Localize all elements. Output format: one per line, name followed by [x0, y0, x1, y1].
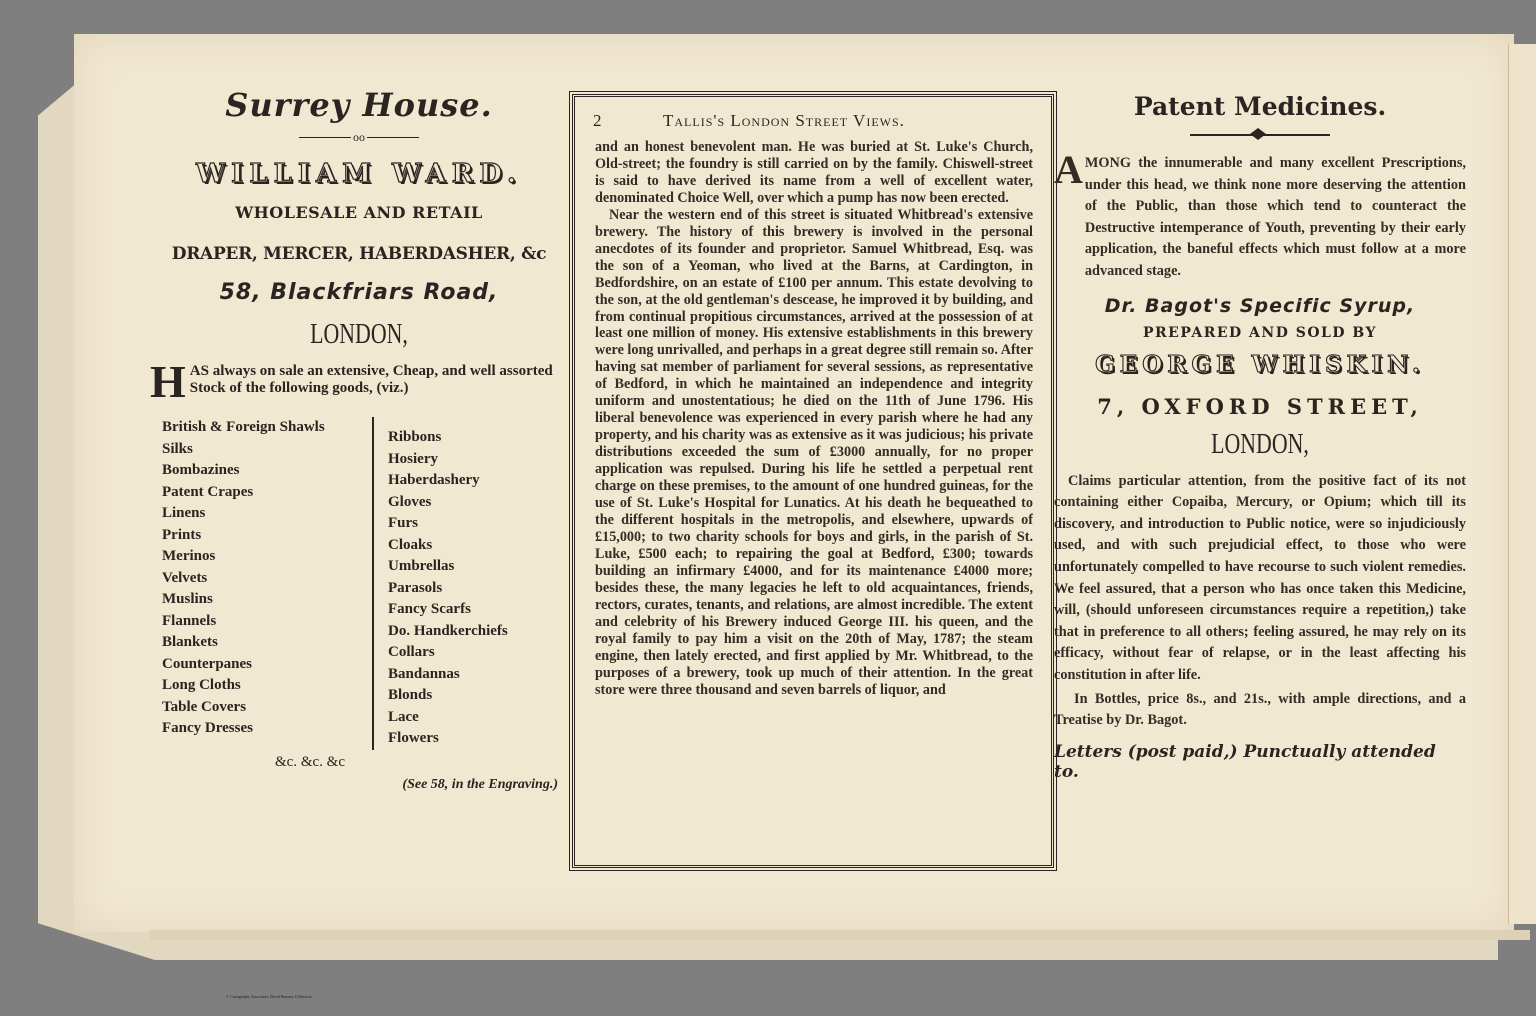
goods-item: Flowers: [388, 730, 439, 746]
etc-line: &c. &c. &c: [275, 753, 345, 770]
divider-ornament: oo: [353, 130, 365, 144]
goods-item: Hosiery: [388, 450, 438, 467]
city-name: LONDON,: [1211, 428, 1309, 460]
patent-medicines-advertisement: [1054, 92, 1466, 782]
pricing-paragraph: In Bottles, price 8s., and 21s., with ample directions, and a Treatise by Dr. Bagot.: [1054, 690, 1466, 729]
surrey-house-advertisement: [150, 86, 568, 793]
ad-intro: [1054, 147, 1466, 283]
letters-note: Letters (post paid,) Punctually attended to.: [1054, 741, 1436, 782]
page-number: 2: [593, 111, 603, 130]
goods-item: Bandannas: [388, 665, 460, 682]
adjacent-page-edge: [1508, 44, 1536, 924]
goods-item: Parasols: [388, 579, 443, 596]
goods-item: Lace: [388, 708, 419, 725]
ornamental-divider: [299, 130, 419, 145]
goods-item: Gloves: [388, 493, 432, 510]
article-paragraph: and an honest benevolent man. He was buried at St. Luke's Church, Old-street; the foundry is still carried on by the family. Chiswell-street is said to have derived its name from a well of excellent water, denominated Choice Well, over which a pump has now been erected.: [595, 139, 1033, 206]
goods-item: Counterpanes: [162, 655, 253, 672]
goods-item: Flannels: [162, 612, 217, 629]
goods-item: Furs: [388, 515, 418, 531]
engraving-reference: (See 58, in the Engraving.): [402, 776, 558, 792]
ad-title: Surrey House.: [225, 86, 493, 124]
ad-intro: [150, 356, 568, 407]
intro-text: AS always on sale an extensive, Cheap, and well assorted Stock of the following goods, (viz.): [189, 363, 553, 396]
claims-paragraph: Claims particular attention, from the positive fact of its not containing either Copaiba, Mercury, or Opium; which till its discovery, and introduction to Public notice, were so injudiciously used, and with such prejudicial effect, to those who were unfortunately compelled to have recourse to such violent remedies. We feel assured, that a person who has once taken this Medicine, will, (should unforeseen circumstances require a repetition,) take that in preference to all others; feeling assured, he may rely on its efficacy, without fear of relapse, or in the least affecting his constitution in after life.: [1054, 472, 1466, 683]
drop-cap: H: [150, 356, 186, 407]
goods-list: [150, 417, 568, 750]
article-body: [575, 131, 1051, 698]
drop-cap: A: [1054, 147, 1083, 192]
proprietor-name: WILLIAM WARD.: [195, 159, 523, 189]
product-name: Dr. Bagot's Specific Syrup,: [1104, 294, 1416, 317]
running-head-title: Tallis's London Street Views.: [663, 111, 905, 130]
trades-list: DRAPER, MERCER, HABERDASHER, &c: [171, 244, 547, 264]
goods-item: Silks: [162, 440, 193, 457]
goods-item: Velvets: [162, 569, 208, 586]
goods-item: Linens: [162, 505, 206, 521]
goods-item: Long Cloths: [162, 677, 241, 693]
goods-item: Ribbons: [388, 429, 442, 445]
article-paragraph: Near the western end of this street is situated Whitbread's extensive brewery. The history of this brewery is involved in the personal anecdotes of its founder and proprietor. Samuel Whitbread, Esq. was the son of a Yeoman, who lived at the Barns, at Cardington, in Bedfordshire, on an estate of £100 per annum. This estate devolving to the son, at the old gentleman's descease, he improved it by building, and from continual propitious circumstances, arrived at the possession of at least one million of money. His extensive establishments in this brewery were long unrivalled, and perhaps in a great degree still remain so. After having sat member of parliament for several sessions, as representative of Bedford, in which he maintained an independence and integrity uniform and unostentatious; he died on the 11th of June 1796. His liberal benevolence was experienced in every parish where he had any property, and his charity was as extensive as it was judicious; his private distributions exceeded the sum of £3000 annually, for no proper application was repulsed. During his life he settled a perpetual rent charge on these premises, to the amount of one hundred guineas, for the use of St. Luke's Hospital for Lunatics. At his death he bequeathed to the different hospitals in the metropolis, and elsewhere, upwards of £15,000; to two charity schools for boys and girls, in the parish of St. Luke, £500 each; to repairing the goal at Bedford, £300; towards building an infirmary £4000, and for its maintenance £4000 more; besides these, the many legacies he left to old acquaintances, friends, rectors, curates, tenants, and relations, are almost incredible. The extent and celebrity of his Brewery induced George III. his queen, and the royal family to pay him a visit on the 20th of May, 1787; the steam engine, then lately erected, and first applied by Mr. Whitbread, to the purposes of a brewery, took up much of their attention. In the great store were three thousand and seven barrels of liquor, and: [595, 206, 1033, 698]
goods-column-1: [150, 417, 372, 750]
goods-item: Blonds: [388, 687, 433, 703]
goods-item: British & Foreign Shawls: [162, 419, 325, 435]
goods-item: Haberdashery: [388, 472, 480, 488]
goods-column-2: [372, 417, 508, 750]
running-header: [575, 97, 1051, 131]
goods-item: Cloaks: [388, 536, 433, 553]
prepared-by: PREPARED AND SOLD BY: [1143, 324, 1377, 341]
goods-item: Muslins: [162, 591, 213, 607]
city-name: LONDON,: [310, 319, 408, 350]
seller-name: GEORGE WHISKIN.: [1095, 350, 1425, 378]
goods-item: Prints: [162, 526, 202, 543]
seller-address: 7, OXFORD STREET,: [1097, 393, 1423, 419]
collection-credit: © Cartography Associates, David Rumsey Collection: [226, 994, 312, 999]
goods-item: Patent Crapes: [162, 483, 254, 500]
goods-item: Bombazines: [162, 462, 240, 478]
goods-item: Table Covers: [162, 698, 247, 715]
divider-line-icon: [299, 137, 351, 138]
trade-type: WHOLESALE AND RETAIL: [235, 203, 483, 222]
diamond-divider-icon: [1190, 131, 1330, 139]
page-bottom-edge: [150, 930, 1530, 940]
goods-item: Fancy Dresses: [162, 720, 253, 736]
ad-title: Patent Medicines.: [1133, 92, 1387, 121]
goods-item: Umbrellas: [388, 558, 455, 574]
goods-item: Collars: [388, 644, 435, 660]
shop-address: 58, Blackfriars Road,: [219, 280, 499, 305]
goods-item: Merinos: [162, 548, 216, 564]
article-frame: [572, 94, 1054, 868]
ad-body: [1054, 147, 1466, 283]
intro-text: MONG the innumerable and many excellent Prescriptions, under this head, we think none more deserving the attention of the Public, than those which tend to counteract the Destructive intemperance of Youth, preventing by their early application, the baneful effects which must follow at a more advanced stage.: [1084, 155, 1466, 279]
divider-line-icon: [367, 137, 419, 138]
goods-item: Blankets: [162, 634, 218, 650]
goods-item: Do. Handkerchiefs: [388, 622, 508, 639]
goods-item: Fancy Scarfs: [388, 601, 471, 617]
